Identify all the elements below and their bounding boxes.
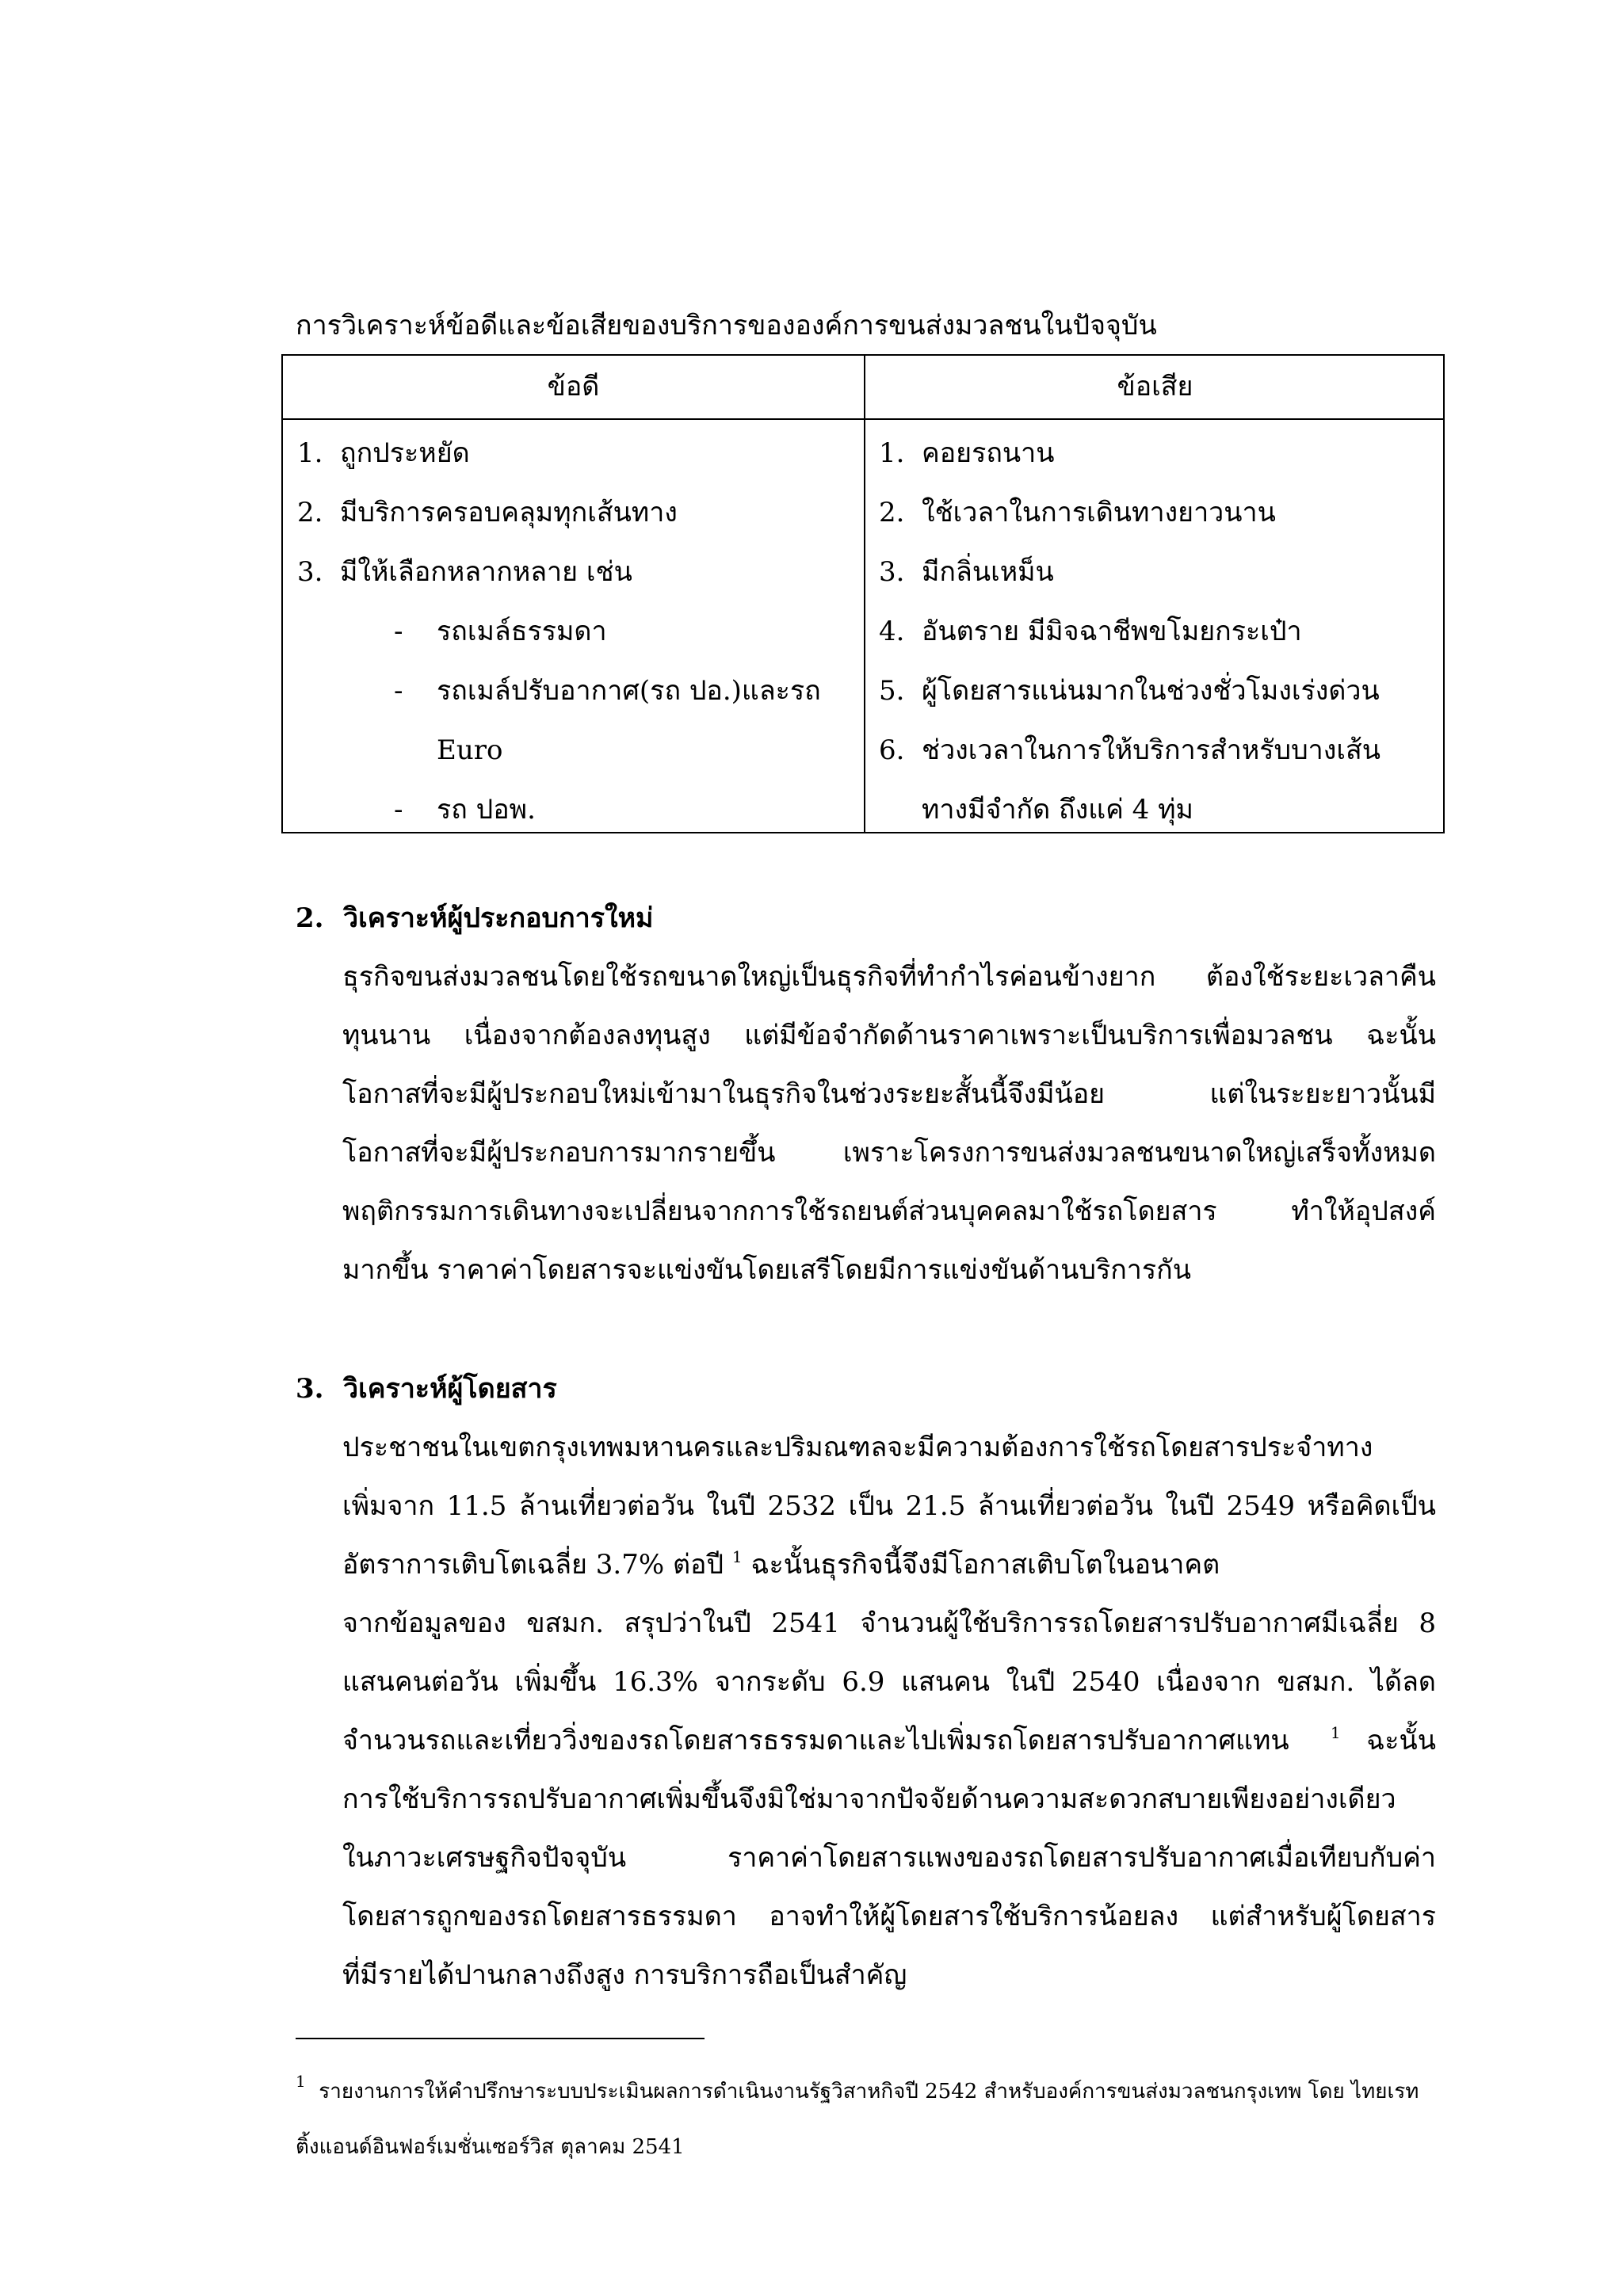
item-number: 3.: [879, 556, 905, 588]
header-disadvantages: ข้อเสีย: [1117, 371, 1193, 402]
item-number: 2.: [879, 497, 905, 528]
footnote-line: [296, 2068, 1419, 2115]
table-header-divider: [283, 418, 1443, 420]
table-column-divider: [864, 356, 865, 832]
section-3-line: ประชาชนในเขตกรุงเทพมหานครและปริมณฑลจะมีความต้องการใช้รถโดยสารประจำทาง: [342, 1432, 1373, 1463]
item-text: ผู้โดยสารแน่นมากในช่วงชั่วโมงเร่งด่วน: [922, 675, 1380, 707]
section-2-line: ธุรกิจขนส่งมวลชนโดยใช้รถขนาดใหญ่เป็นธุรกิจที่ทำกำไรค่อนข้างยาก ต้องใช้ระยะเวลาคืน: [342, 961, 1436, 993]
footnote-marker: 1: [296, 2072, 306, 2091]
item-number: 4.: [879, 616, 905, 647]
section-number: 2.: [296, 902, 324, 934]
item-text: ทางมีจำกัด ถึงแค่ 4 ทุ่ม: [922, 794, 1193, 826]
item-text: รถเมล์ปรับอากาศ(รถ ปอ.)และรถ: [437, 675, 821, 707]
advantage-item: [297, 424, 470, 483]
section-2-line: โอกาสที่จะมีผู้ประกอบใหม่เข้ามาในธุรกิจในช่วงระยะสั้นนี้จึงมีน้อย แต่ในระยะยาวนั้นมี: [342, 1078, 1436, 1110]
item-number: 3.: [297, 556, 323, 588]
item-text: รถ ปอพ.: [437, 794, 536, 826]
line-text: อัตราการเติบโตเฉลี่ย 3.7% ต่อปี: [342, 1549, 724, 1581]
section-3-line: [342, 1711, 1436, 1770]
section-2-line: พฤติกรรมการเดินทางจะเปลี่ยนจากการใช้รถยนต์ส่วนบุคคลมาใช้รถโดยสาร ทำให้อุปสงค์: [342, 1196, 1436, 1227]
line-text: จำนวนรถและเที่ยววิ่งของรถโดยสารธรรมดาและไปเพิ่มรถโดยสารปรับอากาศแทน: [342, 1725, 1289, 1756]
header-advantages: ข้อดี: [547, 371, 600, 402]
footnote-separator: [296, 2038, 705, 2039]
section-3-line: ที่มีรายได้ปานกลางถึงสูง การบริการถือเป็นสำคัญ: [342, 1959, 907, 1991]
advantage-item: [297, 543, 632, 602]
section-3-line: แสนคนต่อวัน เพิ่มขึ้น 16.3% จากระดับ 6.9 แสนคน ในปี 2540 เนื่องจาก ขสมก. ได้ลด: [342, 1666, 1436, 1698]
bullet-dash: -: [394, 794, 403, 826]
item-number: 5.: [879, 675, 905, 707]
item-text: มีให้เลือกหลากหลาย เช่น: [340, 556, 632, 588]
disadvantage-item: [879, 662, 1380, 721]
item-number: 1.: [297, 437, 323, 469]
item-number: 2.: [297, 497, 323, 528]
item-text: Euro: [437, 734, 503, 766]
item-number: 6.: [879, 734, 905, 766]
advantage-subitem-continuation: [394, 721, 502, 780]
section-3-line: [342, 1535, 1436, 1594]
section-3-line: จากข้อมูลของ ขสมก. สรุปว่าในปี 2541 จำนวนผู้ใช้บริการรถโดยสารปรับอากาศมีเฉลี่ย 8: [342, 1608, 1436, 1639]
section-3-line: การใช้บริการรถปรับอากาศเพิ่มขึ้นจึงมิใช่มาจากปัจจัยด้านความสะดวกสบายเพียงอย่างเดียว: [342, 1783, 1396, 1815]
line-text: ฉะนั้นธุรกิจนี้จึงมีโอกาสเติบโตในอนาคต: [750, 1549, 1220, 1581]
section-3-line: เพิ่มจาก 11.5 ล้านเที่ยวต่อวัน ในปี 2532 เป็น 21.5 ล้านเที่ยวต่อวัน ในปี 2549 หรือคิดเป็น: [342, 1490, 1436, 1522]
footnote-text: รายงานการให้คำปรึกษาระบบประเมินผลการดำเนินงานรัฐวิสาหกิจปี 2542 สำหรับองค์การขนส่งมวลชนกรุงเทพ โดย ไทยเรท: [319, 2080, 1419, 2103]
footnote-reference[interactable]: 1: [731, 1547, 743, 1566]
advantage-subitem: [394, 662, 821, 721]
item-text: ใช้เวลาในการเดินทางยาวนาน: [922, 497, 1276, 528]
section-3-line: ในภาวะเศรษฐกิจปัจจุบัน ราคาค่าโดยสารแพงของรถโดยสารปรับอากาศเมื่อเทียบกับค่า: [342, 1842, 1436, 1874]
advantage-subitem: [394, 602, 607, 662]
item-text: ช่วงเวลาในการให้บริการสำหรับบางเส้น: [922, 734, 1381, 766]
section-2-line: โอกาสที่จะมีผู้ประกอบการมากรายขึ้น เพราะโครงการขนส่งมวลชนขนาดใหญ่เสร็จทั้งหมด: [342, 1137, 1436, 1169]
item-text: มีกลิ่นเหม็น: [922, 556, 1054, 588]
section-number: 3.: [296, 1373, 324, 1405]
section-2-heading: [296, 889, 653, 948]
section-2-line: มากขึ้น ราคาค่าโดยสารจะแข่งขันโดยเสรีโดยมีการแข่งขันด้านบริการกัน: [342, 1254, 1191, 1286]
advantages-disadvantages-table: [281, 354, 1445, 833]
item-text: มีบริการครอบคลุมทุกเส้นทาง: [340, 497, 678, 528]
bullet-dash: -: [394, 616, 403, 647]
section-title: วิเคราะห์ผู้โดยสาร: [343, 1373, 557, 1405]
item-text: ถูกประหยัด: [340, 437, 470, 469]
item-text: คอยรถนาน: [922, 437, 1055, 469]
disadvantage-item: [879, 602, 1302, 662]
item-text: รถเมล์ธรรมดา: [437, 616, 607, 647]
item-text: อันตราย มีมิจฉาชีพขโมยกระเป๋า: [922, 616, 1302, 647]
disadvantage-item: [879, 543, 1054, 602]
section-2-line: ทุนนาน เนื่องจากต้องลงทุนสูง แต่มีข้อจำกัดด้านราคาเพราะเป็นบริการเพื่อมวลชน ฉะนั้น: [342, 1020, 1436, 1051]
bullet-dash: -: [394, 675, 403, 707]
advantage-subitem: [394, 780, 536, 840]
footnote-reference[interactable]: 1: [1330, 1723, 1341, 1742]
line-text: ฉะนั้น: [1366, 1725, 1436, 1756]
section-3-heading: [296, 1360, 557, 1418]
footnote-line: ติ้งแอนด์อินฟอร์เมชั่นเซอร์วิส ตุลาคม 2541: [296, 2135, 685, 2159]
section-title: วิเคราะห์ผู้ประกอบการใหม่: [343, 902, 654, 934]
section-3-line: โดยสารถูกของรถโดยสารธรรมดา อาจทำให้ผู้โดยสารใช้บริการน้อยลง แต่สำหรับผู้โดยสาร: [342, 1901, 1436, 1932]
advantage-item: [297, 483, 678, 543]
table-caption: การวิเคราะห์ข้อดีและข้อเสียของบริการขององค์การขนส่งมวลชนในปัจจุบัน: [296, 310, 1157, 341]
item-number: 1.: [879, 437, 905, 469]
disadvantage-item: [879, 721, 1381, 780]
disadvantage-item: [879, 483, 1276, 543]
disadvantage-item-continuation: [879, 780, 1193, 840]
disadvantage-item: [879, 424, 1055, 483]
